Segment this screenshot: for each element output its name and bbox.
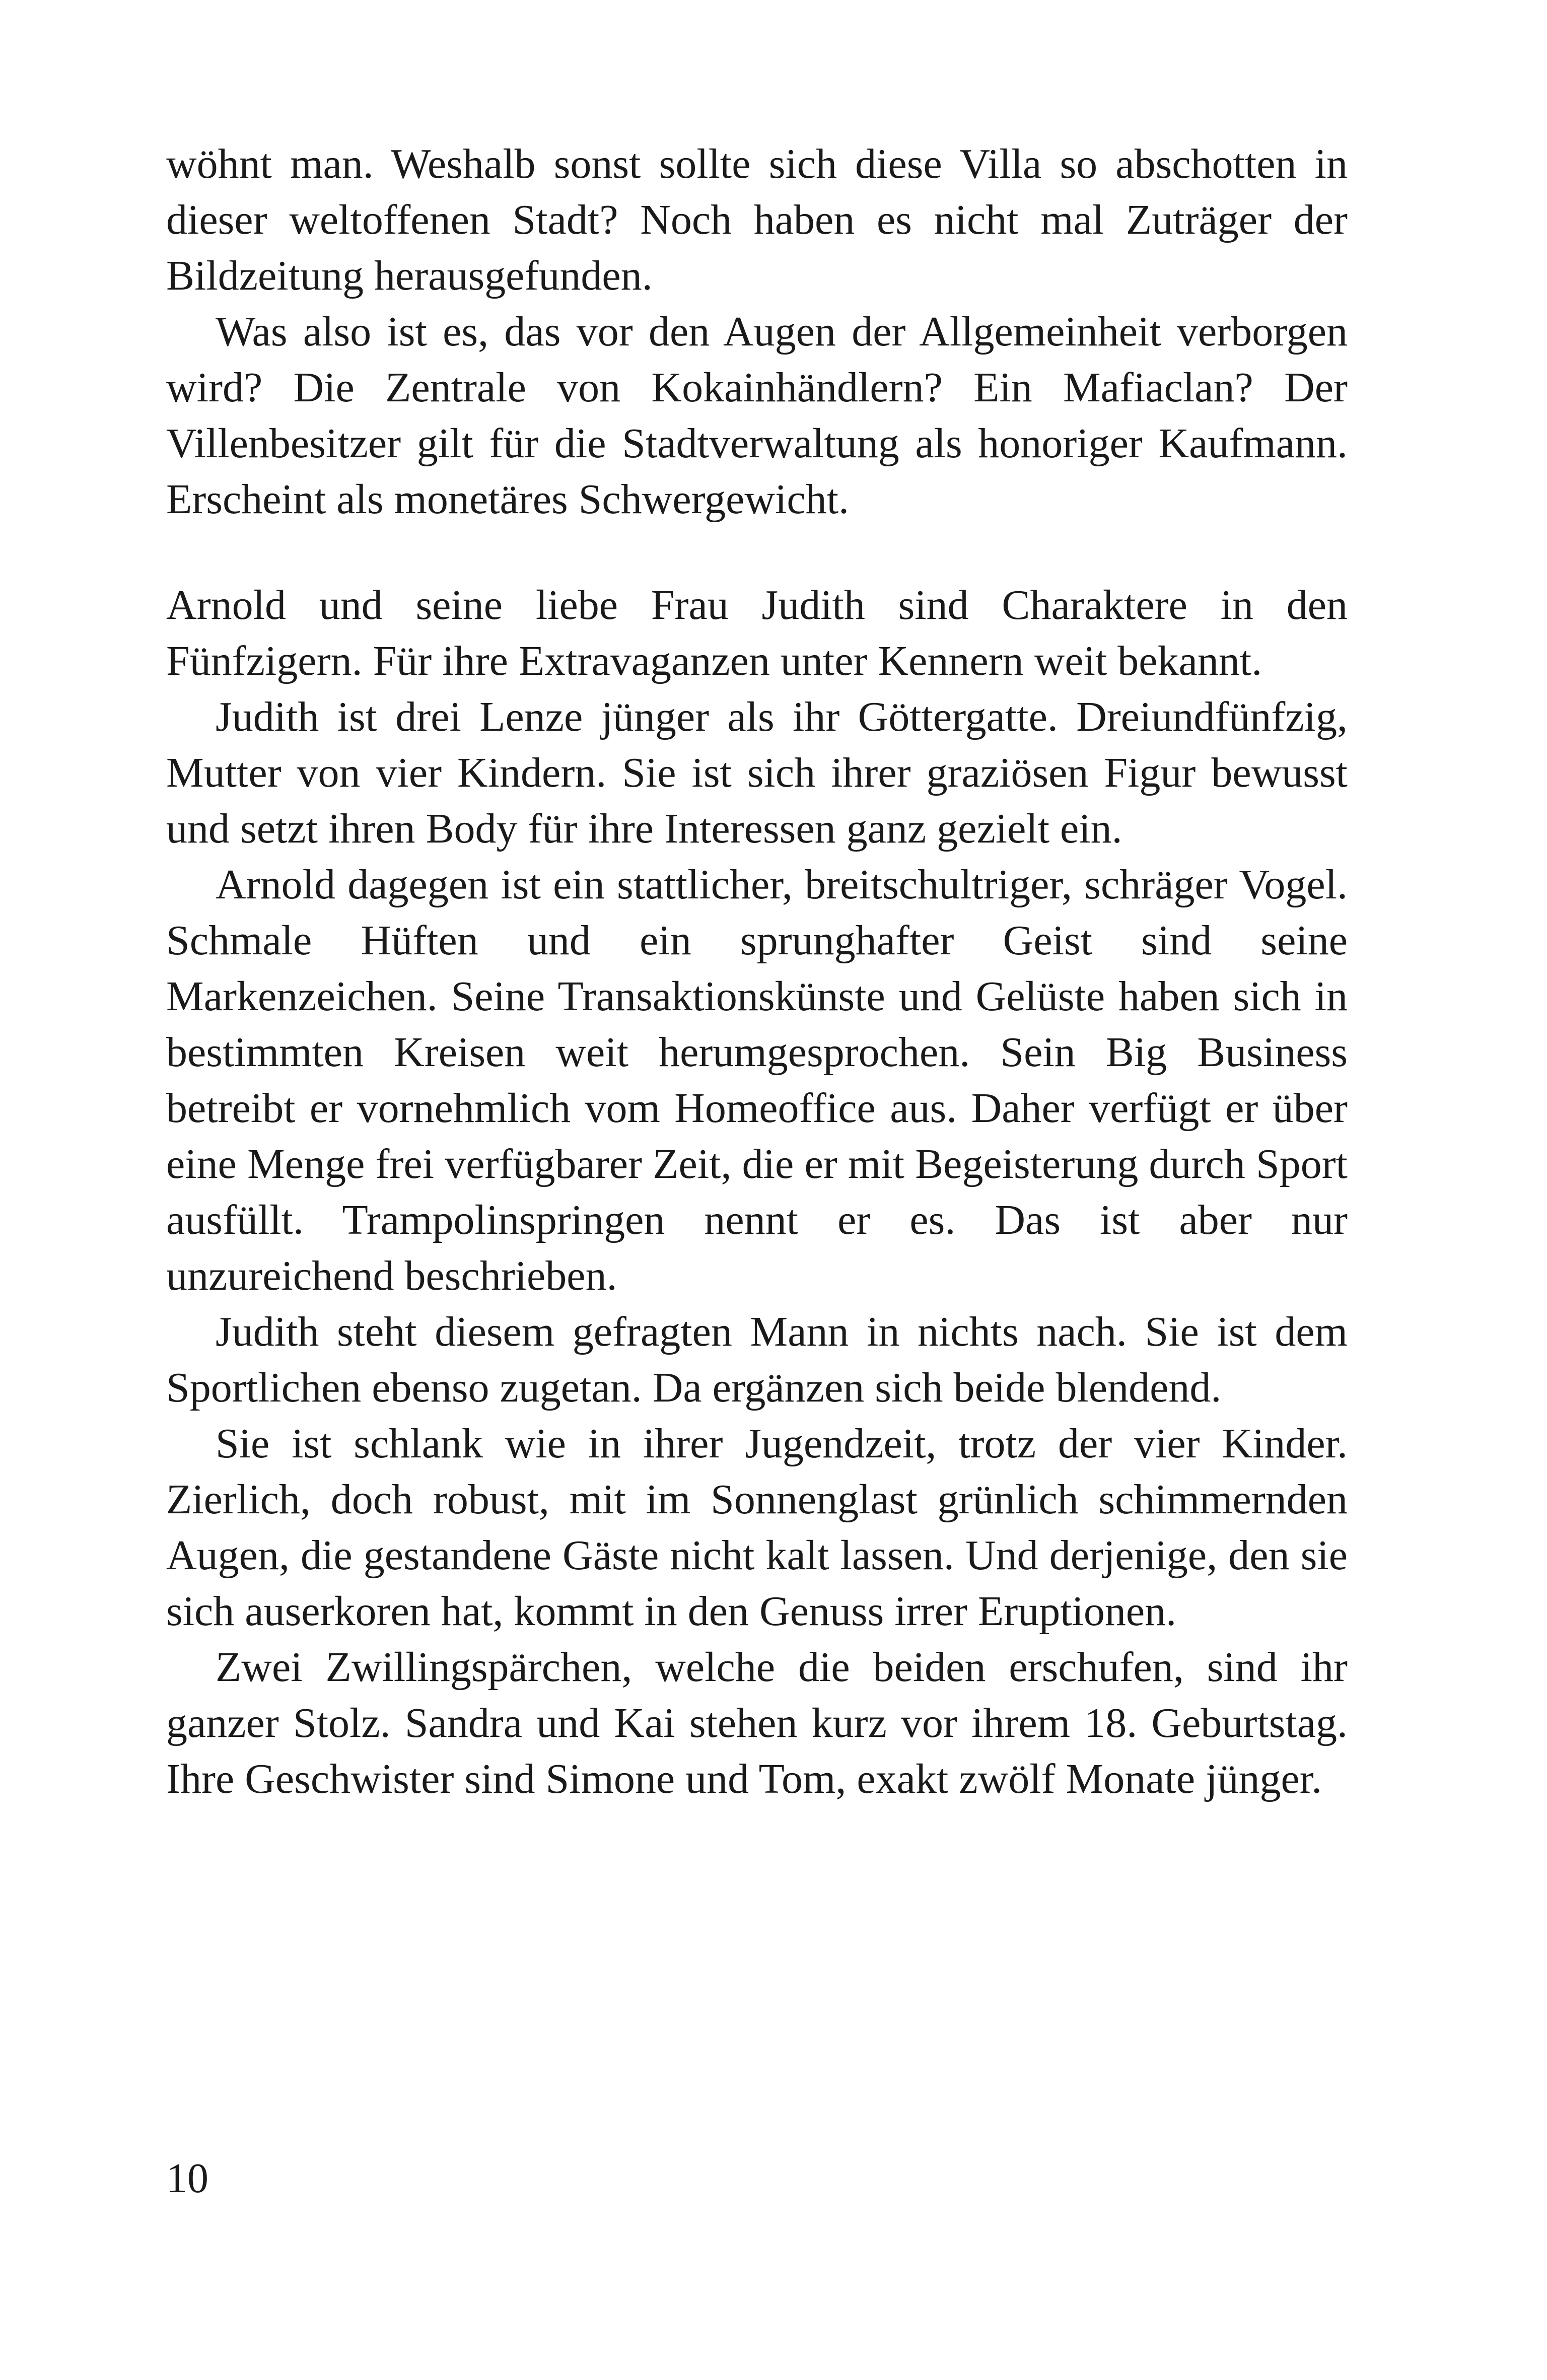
text-section-top [166, 136, 1348, 527]
page-number: 10 [166, 2155, 208, 2202]
text-section-bottom [166, 577, 1348, 1807]
paragraph: Arnold dagegen ist ein stattlicher, breitschultriger, schräger Vogel. Schmale Hüften und ein sprunghafter Geist sind seine Markenzeichen. Seine Transaktionskünste und Gelüste haben sich in bestimmten Kreisen weit herumgesprochen. Sein Big Business betreibt er vornehmlich vom Homeoffice aus. Daher verfügt er über eine Menge frei verfügbarer Zeit, die er mit Begeisterung durch Sport ausfüllt. Trampolinspringen nennt er es. Das ist aber nur unzureichend beschrieben. [166, 861, 1348, 1299]
paragraph: Arnold und seine liebe Frau Judith sind Charaktere in den Fünfzigern. Für ihre Extravaganzen unter Kennern weit bekannt. [166, 582, 1348, 684]
paragraph: Was also ist es, das vor den Augen der Allgemeinheit verborgen wird? Die Zentrale von Kokainhändlern? Ein Mafiaclan? Der Villenbesitzer gilt für die Stadtverwaltung als honoriger Kaufmann. Erscheint als monetäres Schwergewicht. [166, 308, 1348, 523]
paragraph: Judith steht diesem gefragten Mann in nichts nach. Sie ist dem Sportlichen ebenso zugetan. Da ergänzen sich beide blendend. [166, 1308, 1348, 1411]
paragraph: Sie ist schlank wie in ihrer Jugendzeit, trotz der vier Kinder. Zierlich, doch robust, mit im Sonnenglast grünlich schimmernden Augen, die gestandene Gäste nicht kalt lassen. Und derjenige, den sie sich auserkoren hat, kommt in den Genuss irrer Eruptionen. [166, 1420, 1348, 1635]
paragraph: Zwei Zwillingspärchen, welche die beiden erschufen, sind ihr ganzer Stolz. Sandra und Kai stehen kurz vor ihrem 18. Geburtstag. Ihre Geschwister sind Simone und Tom, exakt zwölf Monate jünger. [166, 1644, 1348, 1802]
paragraph: wöhnt man. Weshalb sonst sollte sich diese Villa so abschotten in dieser weltoffenen Stadt? Noch haben es nicht mal Zuträger der Bildzeitung herausgefunden. [166, 141, 1348, 299]
paragraph: Judith ist drei Lenze jünger als ihr Göttergatte. Dreiundfünfzig, Mutter von vier Kindern. Sie ist sich ihrer graziösen Figur bewusst und setzt ihren Body für ihre Interessen ganz gezielt ein. [166, 693, 1348, 852]
